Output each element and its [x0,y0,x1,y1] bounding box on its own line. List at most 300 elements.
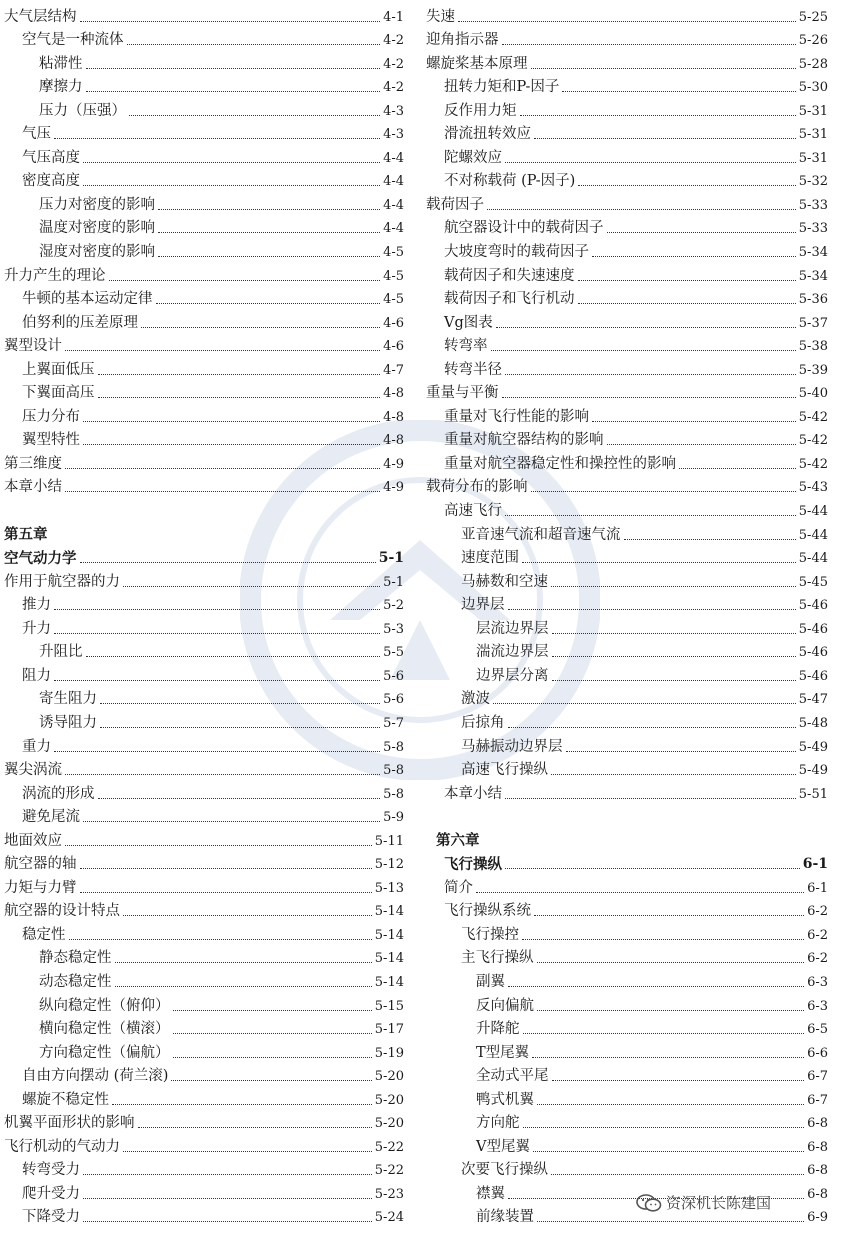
toc-page-number: 6-1 [807,880,828,896]
toc-entry-title: 升力产生的理论 [4,267,106,284]
toc-entry[interactable] [426,1109,828,1133]
dot-leader [123,1151,372,1152]
toc-entry[interactable] [4,1132,404,1156]
toc-entry-title: T型尾翼 [476,1044,530,1061]
dot-leader [112,1104,372,1105]
toc-page-number: 5-6 [383,668,404,684]
dot-leader [551,1174,804,1175]
toc-entry[interactable] [4,991,404,1015]
toc-entry[interactable] [4,1085,404,1109]
toc-page-number: 4-5 [383,245,404,261]
toc-page-number: 4-8 [383,433,404,449]
toc-entry[interactable] [426,614,828,638]
toc-entry[interactable] [4,308,404,332]
toc-entry[interactable] [426,237,828,261]
toc-entry[interactable] [4,638,404,662]
dot-leader [476,892,804,893]
toc-entry[interactable] [426,1062,828,1086]
toc-entry[interactable] [4,873,404,897]
dot-leader [523,1127,805,1128]
toc-entry[interactable] [426,73,828,97]
toc-entry-title: 地面效应 [4,832,62,849]
toc-entry[interactable] [4,190,404,214]
dot-leader [80,868,372,869]
toc-entry[interactable] [4,214,404,238]
toc-entry-title: 重量与平衡 [426,385,499,402]
toc-entry[interactable] [4,449,404,473]
toc-entry[interactable] [4,143,404,167]
dot-leader [592,421,796,422]
toc-entry-title: 螺旋桨基本原理 [426,55,528,72]
toc-page-number: 6-3 [807,974,828,990]
toc-entry[interactable] [426,897,828,921]
toc-page-number: 5-40 [798,386,828,402]
toc-page-number: 5-42 [798,409,828,425]
dot-leader [86,656,381,657]
toc-page-number: 5-31 [798,103,828,119]
toc-entry[interactable] [4,685,404,709]
toc-page-number: 5-5 [383,645,404,661]
dot-leader [532,1057,804,1058]
toc-entry[interactable] [426,991,828,1015]
toc-entry-title: 高速飞行操纵 [461,762,548,779]
toc-entry-title: 自由方向摆动 (荷兰滚) [22,1068,169,1085]
toc-entry[interactable] [4,944,404,968]
toc-entry[interactable] [426,355,828,379]
toc-entry[interactable] [426,920,828,944]
toc-entry[interactable] [4,1015,404,1039]
toc-entry-title: 鸭式机翼 [476,1091,534,1108]
toc-entry-title: 次要飞行操纵 [461,1162,548,1179]
toc-entry[interactable] [4,897,404,921]
toc-page-number: 5-9 [383,810,404,826]
toc-entry-title: 阻力 [22,667,51,684]
dot-leader [522,939,804,940]
toc-page-number: 6-2 [807,951,828,967]
toc-entry[interactable] [426,2,828,26]
toc-entry[interactable] [426,143,828,167]
dot-leader [505,798,796,799]
toc-page-number: 5-15 [374,998,404,1014]
toc-entry-title: 压力对密度的影响 [39,196,155,213]
toc-page-number: 4-1 [383,9,404,25]
dot-leader [141,327,380,328]
dot-leader [83,162,380,163]
toc-entry[interactable] [4,237,404,261]
toc-entry[interactable] [426,120,828,144]
toc-entry[interactable] [4,779,404,803]
toc-entry[interactable] [4,708,404,732]
dot-leader [508,609,796,610]
dot-leader [531,491,796,492]
toc-entry-title: 气压高度 [22,149,80,166]
toc-entry[interactable] [426,332,828,356]
toc-entry[interactable] [426,379,828,403]
toc-entry-title: 第三维度 [4,455,62,472]
toc-entry-title: 反向偏航 [476,997,534,1014]
toc-entry-title: 边界层分离 [476,667,549,684]
toc-entry[interactable] [426,944,828,968]
toc-entry[interactable] [426,96,828,120]
toc-entry[interactable] [4,967,404,991]
toc-page-number: 4-9 [383,480,404,496]
toc-entry[interactable] [4,473,404,497]
toc-entry-title: 寄生阻力 [39,691,97,708]
dot-leader [491,350,796,351]
dot-leader [123,586,380,587]
toc-entry-title: 翼型设计 [4,338,62,355]
toc-entry[interactable] [4,261,404,285]
toc-page-number: 5-2 [383,598,404,614]
toc-entry[interactable] [426,214,828,238]
chapter-heading: 第六章 [436,831,480,849]
toc-entry[interactable] [426,1038,828,1062]
dot-leader [65,350,380,351]
toc-entry[interactable] [4,1109,404,1133]
dot-leader [65,491,380,492]
toc-entry-title: 空气动力学 [4,550,77,568]
toc-entry[interactable] [426,708,828,732]
toc-entry[interactable] [426,26,828,50]
toc-entry[interactable] [426,756,828,780]
toc-entry[interactable] [426,167,828,191]
dot-leader [158,209,380,210]
toc-entry[interactable] [4,2,404,26]
dot-leader [83,1198,372,1199]
toc-page-number: 4-4 [383,174,404,190]
dot-leader [173,1033,372,1034]
toc-page-number: 5-24 [374,1210,404,1226]
toc-entry[interactable] [426,190,828,214]
toc-entry[interactable] [4,826,404,850]
toc-page-number: 6-2 [807,927,828,943]
dot-leader [115,986,372,987]
toc-entry[interactable] [4,332,404,356]
dot-leader [86,91,381,92]
toc-page-number: 5-11 [374,833,404,849]
toc-entry-title: 本章小结 [444,785,502,802]
toc-page-number: 5-14 [374,974,404,990]
toc-entry-title: 气压 [22,126,51,143]
toc-entry-title: 航空器的轴 [4,856,77,873]
dot-leader [552,633,796,634]
toc-entry[interactable] [4,120,404,144]
toc-entry[interactable] [4,803,404,827]
toc-entry-title: 湿度对密度的影响 [39,244,155,261]
toc-page-number: 5-25 [798,9,828,25]
toc-page-number: 5-14 [374,927,404,943]
toc-page-number: 5-44 [798,504,828,520]
toc-entry-title: 马赫振动边界层 [461,738,563,755]
toc-entry-title: 迎角指示器 [426,32,499,49]
toc-page-number: 5-3 [383,621,404,637]
toc-entry[interactable] [426,638,828,662]
toc-entry[interactable] [426,426,828,450]
toc-page-number: 5-42 [798,433,828,449]
toc-page-number: 5-42 [798,456,828,472]
toc-page-number: 5-22 [374,1163,404,1179]
dot-leader [578,303,796,304]
toc-entry-title: V型尾翼 [476,1138,530,1155]
toc-page-number: 4-4 [383,221,404,237]
toc-entry[interactable] [426,49,828,73]
toc-entry-title: 转弯半径 [444,361,502,378]
toc-page-number: 5-20 [374,1069,404,1085]
toc-entry-title: 横向稳定性（横滚） [39,1021,170,1038]
dot-leader [552,656,796,657]
dot-leader [551,774,796,775]
dot-leader [537,962,805,963]
dot-leader [537,1104,804,1105]
toc-entry[interactable] [4,96,404,120]
toc-entry[interactable] [4,379,404,403]
toc-entry-title: 转弯率 [444,338,488,355]
toc-entry-title: 重力 [22,738,51,755]
toc-entry-title: 层流边界层 [476,620,549,637]
toc-page-number: 5-49 [798,763,828,779]
toc-entry-title: 飞行操纵 [444,856,502,874]
dot-leader [534,915,804,916]
toc-entry-title: 力矩与力臂 [4,879,77,896]
toc-entry[interactable] [426,967,828,991]
toc-entry[interactable] [4,285,404,309]
section-gap [426,803,828,827]
toc-entry-title: 升力 [22,620,51,637]
dot-leader [65,774,380,775]
toc-page-number: 5-6 [383,692,404,708]
toc-entry-title: 转弯受力 [22,1162,80,1179]
dot-leader [458,21,796,22]
toc-entry-title: 重量对航空器结构的影响 [444,432,604,449]
dot-leader [158,232,380,233]
toc-page-number: 5-8 [383,739,404,755]
toc-page-number: 5-13 [374,880,404,896]
toc-page-number: 5-8 [383,763,404,779]
dot-leader [83,1221,372,1222]
toc-entry-title: 涡流的形成 [22,785,95,802]
toc-entry-title: 避免尾流 [22,809,80,826]
toc-entry[interactable] [4,661,404,685]
toc-entry[interactable] [4,732,404,756]
toc-entry[interactable] [426,402,828,426]
toc-page-number: 4-2 [383,56,404,72]
dot-leader [54,633,380,634]
toc-entry[interactable] [426,685,828,709]
toc-entry[interactable] [426,1015,828,1039]
dot-leader [54,138,380,139]
toc-entry-title: 机翼平面形状的影响 [4,1115,135,1132]
dot-leader [123,915,372,916]
dot-leader [80,21,381,22]
toc-page-number: 5-1 [378,550,404,567]
toc-entry-title: 航空器的设计特点 [4,903,120,920]
toc-entry[interactable] [4,426,404,450]
toc-page-number: 4-6 [383,339,404,355]
toc-entry[interactable] [4,1156,404,1180]
toc-entry-title: 压力（压强） [39,102,126,119]
toc-page-number: 5-45 [798,574,828,590]
dot-leader [158,256,380,257]
dot-leader [508,986,804,987]
toc-entry[interactable] [4,544,404,568]
toc-entry-title: 滑流扭转效应 [444,126,531,143]
toc-entry[interactable] [4,1203,404,1227]
toc-page-number: 5-28 [798,56,828,72]
toc-page-number: 6-9 [807,1210,828,1226]
toc-entry[interactable] [4,402,404,426]
toc-entry[interactable] [426,1085,828,1109]
toc-entry[interactable] [4,1179,404,1203]
toc-page-number: 5-14 [374,951,404,967]
toc-entry[interactable] [426,449,828,473]
toc-entry-title: 不对称载荷 (P-因子) [444,173,576,190]
dot-leader [86,68,381,69]
toc-entry[interactable] [4,614,404,638]
toc-entry-title: 牛顿的基本运动定律 [22,291,153,308]
toc-entry[interactable] [426,567,828,591]
toc-page-number: 5-44 [798,551,828,567]
toc-page-number: 6-3 [807,998,828,1014]
toc-entry-title: 上翼面低压 [22,361,95,378]
toc-entry[interactable] [4,1038,404,1062]
toc-page-number: 5-44 [798,527,828,543]
toc-entry-title: 爬升受力 [22,1185,80,1202]
toc-entry[interactable] [426,732,828,756]
toc-entry-title: 载荷因子和失速速度 [444,267,575,284]
toc-entry-title: 纵向稳定性（俯仰） [39,997,170,1014]
toc-page-number: 5-1 [383,574,404,590]
toc-entry-title: 螺旋不稳定性 [22,1091,109,1108]
toc-entry-title: 方向稳定性（偏航） [39,1044,170,1061]
dot-leader [505,162,796,163]
toc-entry[interactable] [4,73,404,97]
dot-leader [127,44,381,45]
toc-page-number: 5-19 [374,1045,404,1061]
toc-entry[interactable] [426,591,828,615]
toc-page-number: 4-2 [383,80,404,96]
dot-leader [537,1221,804,1222]
toc-page-number: 5-39 [798,362,828,378]
toc-entry[interactable] [426,308,828,332]
toc-page-number: 4-4 [383,150,404,166]
toc-entry-title: 前缘装置 [476,1209,534,1226]
toc-entry[interactable] [4,920,404,944]
toc-entry[interactable] [426,496,828,520]
dot-leader [83,821,380,822]
toc-entry[interactable] [426,779,828,803]
dot-leader [523,1033,805,1034]
toc-page-number: 4-9 [383,456,404,472]
toc-entry-title: 大坡度弯时的载荷因子 [444,244,589,261]
toc-entry-title: 亚音速气流和超音速气流 [461,526,621,543]
dot-leader [531,68,796,69]
dot-leader [496,327,796,328]
toc-entry[interactable] [426,850,828,874]
toc-entry-title: 推力 [22,597,51,614]
toc-entry[interactable] [4,567,404,591]
toc-entry-title: 边界层 [461,597,505,614]
toc-entry[interactable] [426,473,828,497]
toc-entry-title: 飞行操控 [461,926,519,943]
toc-page-number: 5-12 [374,857,404,873]
dot-leader [54,751,380,752]
toc-page-number: 5-43 [798,480,828,496]
toc-page-number: 6-6 [807,1045,828,1061]
dot-leader [551,586,796,587]
dot-leader [83,444,380,445]
dot-leader [566,751,796,752]
dot-leader [83,421,380,422]
dot-leader [138,1127,372,1128]
toc-entry[interactable] [4,167,404,191]
toc-entry[interactable] [4,355,404,379]
toc-entry-title: 飞行操纵系统 [444,903,531,920]
toc-page-number: 5-46 [798,645,828,661]
toc-page-number: 6-5 [807,1022,828,1038]
toc-entry[interactable] [426,661,828,685]
toc-entry[interactable] [4,591,404,615]
toc-entry-title: 载荷分布的影响 [426,479,528,496]
toc-entry-title: 本章小结 [4,479,62,496]
toc-entry-title: 失速 [426,8,455,25]
toc-page-number: 4-2 [383,33,404,49]
toc-entry[interactable] [4,1062,404,1086]
toc-page-number: 5-46 [798,598,828,614]
toc-entry[interactable] [426,873,828,897]
dot-leader [533,1151,804,1152]
toc-page-number: 5-30 [798,80,828,96]
toc-entry-title: 密度高度 [22,173,80,190]
toc-entry[interactable] [4,850,404,874]
dot-leader [552,1080,805,1081]
toc-entry[interactable] [426,544,828,568]
toc-page-number: 5-48 [798,715,828,731]
toc-page-number: 4-7 [383,362,404,378]
toc-entry-title: 翼尖涡流 [4,762,62,779]
toc-page-number: 5-37 [798,315,828,331]
dot-leader [562,91,795,92]
toc-entry-title: 压力分布 [22,408,80,425]
dot-leader [100,703,380,704]
toc-entry[interactable] [426,261,828,285]
toc-page-number: 5-38 [798,339,828,355]
toc-entry[interactable] [426,1132,828,1156]
dot-leader [65,468,380,469]
toc-entry[interactable] [4,49,404,73]
toc-entry-title: 升降舵 [476,1021,520,1038]
toc-page-number: 4-8 [383,409,404,425]
toc-entry-title: 重量对航空器稳定性和操控性的影响 [444,455,676,472]
toc-entry[interactable] [426,1156,828,1180]
toc-entry[interactable] [4,756,404,780]
dot-leader [173,1057,372,1058]
toc-entry-title: 载荷因子 [426,196,484,213]
toc-entry[interactable] [4,26,404,50]
dot-leader [109,280,381,281]
dot-leader [679,468,796,469]
toc-entry-title: 稳定性 [22,926,66,943]
toc-page-number: 5-51 [798,786,828,802]
dot-leader [552,680,796,681]
dot-leader [578,280,796,281]
toc-entry[interactable] [426,285,828,309]
dot-leader [520,115,796,116]
toc-page-number: 5-34 [798,268,828,284]
toc-page-number: 5-46 [798,621,828,637]
toc-entry[interactable] [426,520,828,544]
dot-leader [171,1080,371,1081]
toc-entry-title: 陀螺效应 [444,149,502,166]
